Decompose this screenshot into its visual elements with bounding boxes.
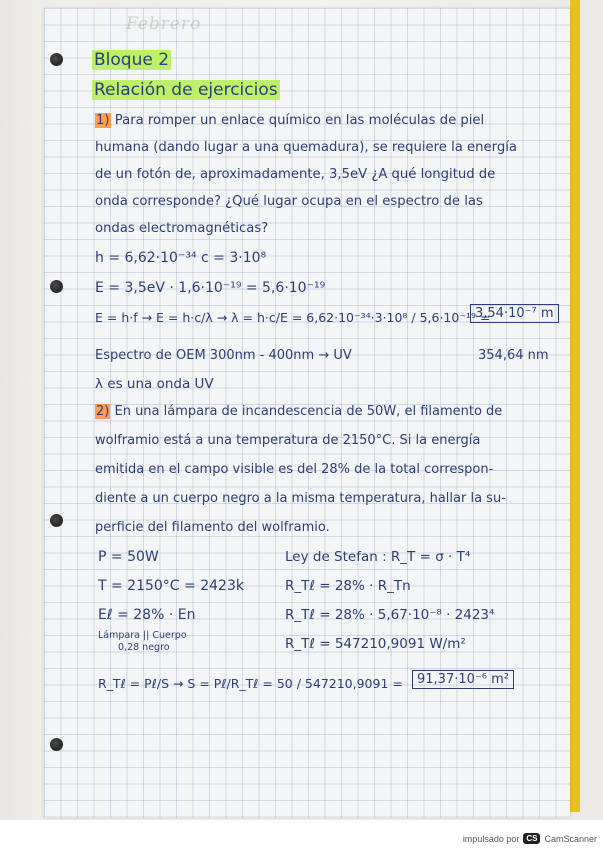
footer-brand: CamScanner (544, 833, 597, 844)
ex2-rt-line: R_Tℓ = 547210,9091 W/m² (285, 636, 466, 652)
ex2-statement-line: diente a un cuerpo negro a la misma temperatura, hallar la su- (95, 491, 506, 506)
notebook-edge (570, 0, 580, 812)
binder-hole (50, 280, 63, 293)
binder-hole (50, 53, 63, 66)
ex1-energy-line: E = 3,5eV · 1,6·10⁻¹⁹ = 5,6·10⁻¹⁹ (95, 280, 326, 296)
ex2-statement-line: 2) En una lámpara de incandescencia de 50W, el filamento de (96, 404, 503, 419)
ex1-statement-line: humana (dando lugar a una quemadura), se requiere la energía (95, 140, 517, 155)
ex2-statement-line: emitida en el campo visible es del 28% de la total correspon- (95, 462, 494, 477)
ex1-formula-line: E = h·f → E = h·c/λ → λ = h·c/E = 6,62·10⁻³⁴·3·10⁸ / 5,6·10⁻¹⁹ = (95, 310, 491, 325)
ex1-statement-line: de un fotón de, aproximadamente, 3,5eV ¿A qué longitud de (95, 167, 496, 182)
ex1-statement-line: ondas electromagnéticas? (95, 221, 269, 236)
ex1-spectrum-line: Espectro de OEM 300nm - 400nm → UV (95, 348, 352, 363)
ex2-rt-line: R_Tℓ = 28% · 5,67·10⁻⁸ · 2423⁴ (285, 607, 495, 623)
ex2-given-energy: Eℓ = 28% · En (98, 607, 196, 623)
section-title: Relación de ejercicios (94, 80, 278, 100)
page-header-faint: Febrero (126, 14, 202, 34)
binder-hole (50, 738, 63, 751)
ex2-number: 2) (96, 404, 110, 419)
scanner-watermark (463, 833, 597, 844)
ex2-given-power: P = 50W (98, 549, 159, 565)
ex2-result-box: 91,37·10⁻⁶ m² (412, 672, 514, 687)
ex2-side-note: 0,28 negro (118, 642, 170, 653)
ex1-number: 1) (96, 113, 110, 128)
ex2-statement-line: perficie del filamento del wolframio. (95, 520, 330, 535)
ex2-stefan-law: Ley de Stefan : R_T = σ · T⁴ (285, 549, 471, 565)
ex1-conclusion: λ es una onda UV (95, 376, 214, 392)
ex1-statement-line: 1) Para romper un enlace químico en las moléculas de piel (96, 113, 485, 128)
camscanner-logo-icon: CS (523, 833, 540, 844)
ex2-side-note: Lámpara || Cuerpo (98, 630, 187, 641)
ex1-data-line: h = 6,62·10⁻³⁴ c = 3·10⁸ (95, 250, 267, 266)
block-title: Bloque 2 (94, 50, 170, 70)
footer-text: impulsado por (462, 833, 520, 844)
ex2-given-temperature: T = 2150°C = 2423k (98, 578, 244, 594)
ex1-result-box: 3,54·10⁻⁷ m (470, 306, 559, 321)
ex1-statement-line: onda corresponde? ¿Qué lugar ocupa en el espectro de las (95, 194, 483, 209)
binder-hole (50, 514, 63, 527)
ex2-rt-line: R_Tℓ = 28% · R_Tn (285, 578, 411, 594)
ex2-surface-formula: R_Tℓ = Pℓ/S → S = Pℓ/R_Tℓ = 50 / 547210,9091 = (98, 676, 403, 691)
ex2-statement-line: wolframio está a una temperatura de 2150°C. Si la energía (95, 433, 481, 448)
ex1-result-nm: 354,64 nm (478, 348, 549, 363)
